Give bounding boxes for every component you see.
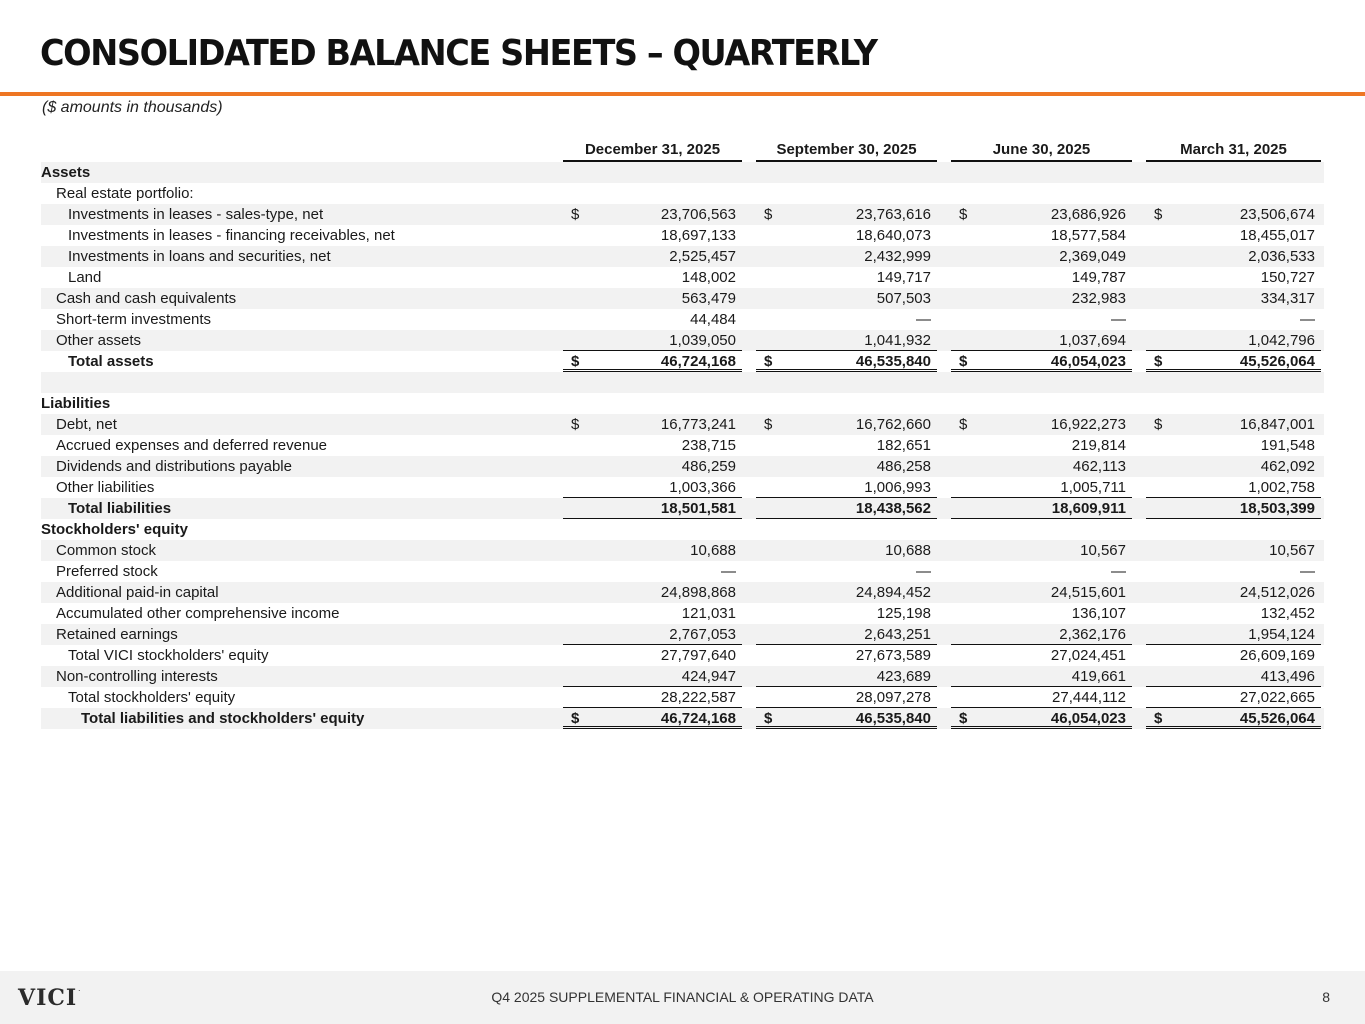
cell-value: 23,763,616 [855,206,931,223]
value-cell [940,351,1135,372]
row-label: Other assets [41,330,549,351]
value-cell [940,561,1135,582]
cell-value: 27,022,665 [1239,689,1315,706]
value-cell [745,204,940,225]
value-cell [549,414,745,435]
currency-symbol: $ [764,710,773,727]
table-row [41,309,1324,330]
cell-value: — [1300,563,1315,580]
value-cell [940,372,1135,393]
cell-value: 46,724,168 [660,353,736,370]
table-row [41,561,1324,582]
cell-value: 219,814 [1071,437,1126,454]
value-cell [1135,456,1324,477]
value-cell [745,582,940,603]
value-cell [745,414,940,435]
value-cell [549,687,745,708]
row-label: Real estate portfolio: [56,185,194,202]
cell-value: — [721,563,736,580]
cell-value: 18,609,911 [1051,500,1126,517]
value-cell [940,162,1135,183]
value-cell [940,477,1135,498]
value-cell [940,666,1135,687]
value-cell [1135,372,1324,393]
row-label: Common stock [41,540,549,561]
cell-value: 1,005,711 [1060,479,1126,496]
cell-value: 136,107 [1071,605,1126,622]
row-label: Preferred stock [56,563,158,580]
table-row [41,204,1324,225]
cell-value: 486,258 [876,458,931,475]
value-cell [940,183,1135,204]
row-label: Retained earnings [41,624,549,645]
value-cell [745,435,940,456]
value-cell [1135,666,1324,687]
value-cell [1135,162,1324,183]
value-cell [940,498,1135,519]
value-cell [745,288,940,309]
value-cell [549,288,745,309]
table-row [41,477,1324,498]
value-cell [549,477,745,498]
table-row [41,246,1324,267]
value-cell [1135,561,1324,582]
cell-value: 1,954,124 [1248,626,1315,643]
table-row [41,687,1324,708]
cell-value: 46,054,023 [1050,710,1126,727]
cell-value: 18,577,584 [1050,227,1126,244]
value-cell [745,372,940,393]
cell-value: 23,686,926 [1050,206,1126,223]
cell-value: — [1111,311,1126,328]
cell-value: 2,432,999 [864,248,931,265]
cell-value: 563,479 [681,290,736,307]
currency-symbol: $ [571,353,580,370]
value-cell [745,519,940,540]
table-row [41,393,1324,414]
value-cell [549,624,745,645]
table-row [41,351,1324,372]
value-cell [940,624,1135,645]
value-cell [940,540,1135,561]
cell-value: 238,715 [681,437,736,454]
table-row [41,645,1324,666]
row-label: Additional paid-in capital [41,582,549,603]
cell-value: 424,947 [681,668,736,685]
value-cell [940,456,1135,477]
row-label: Other liabilities [56,479,155,496]
value-cell [745,309,940,330]
cell-value: 16,762,660 [855,416,931,433]
row-label: Debt, net [41,414,549,435]
value-cell [745,162,940,183]
cell-value: 125,198 [876,605,931,622]
row-label: Total stockholders' equity [68,689,236,706]
value-cell [549,456,745,477]
value-cell [549,561,745,582]
value-cell [1135,519,1324,540]
cell-value: 2,525,457 [669,248,736,265]
currency-symbol: $ [764,416,773,433]
cell-value: 18,438,562 [855,500,931,517]
table-row [41,456,1324,477]
row-label: Land [68,269,102,286]
column-header: March 31, 2025 [1135,140,1324,162]
value-cell [1135,414,1324,435]
value-cell [1135,498,1324,519]
cell-value: 1,006,993 [864,479,931,496]
cell-value: 2,362,176 [1059,626,1126,643]
cell-value: 16,922,273 [1050,416,1126,433]
cell-value: — [916,311,931,328]
currency-symbol: $ [764,353,773,370]
table-row [41,624,1324,645]
currency-symbol: $ [959,416,968,433]
cell-value: 413,496 [1260,668,1315,685]
cell-value: — [1111,563,1126,580]
cell-value: 10,688 [885,542,931,559]
cell-value: 46,054,023 [1050,353,1126,370]
cell-value: 24,515,601 [1050,584,1126,601]
value-cell [1135,477,1324,498]
table-row [41,603,1324,624]
cell-value: 419,661 [1071,668,1126,685]
vici-logo: VICI. [18,985,82,1011]
currency-symbol: $ [1154,416,1163,433]
cell-value: 28,222,587 [660,689,736,706]
row-label: Assets [41,162,549,183]
cell-value: 45,526,064 [1239,710,1315,727]
value-cell [940,288,1135,309]
cell-value: 24,898,868 [660,584,736,601]
currency-symbol: $ [571,416,580,433]
currency-symbol: $ [959,353,968,370]
currency-symbol: $ [1154,206,1163,223]
value-cell [1135,351,1324,372]
value-cell [745,351,940,372]
table-row [41,162,1324,183]
table-row [41,330,1324,351]
value-cell [549,309,745,330]
cell-value: 24,894,452 [855,584,931,601]
currency-symbol: $ [1154,710,1163,727]
cell-value: 24,512,026 [1239,584,1315,601]
value-cell [745,267,940,288]
row-label: Dividends and distributions payable [41,456,549,477]
value-cell [1135,624,1324,645]
amounts-note: ($ amounts in thousands) [42,99,223,116]
value-cell [1135,645,1324,666]
cell-value: 149,787 [1071,269,1126,286]
currency-symbol: $ [1154,353,1163,370]
page-title: CONSOLIDATED BALANCE SHEETS – QUARTERLY [40,33,877,74]
value-cell [940,204,1135,225]
cell-value: 132,452 [1260,605,1315,622]
table-row [41,498,1324,519]
cell-value: 121,031 [681,605,736,622]
table-row [41,225,1324,246]
row-label: Investments in leases - financing receivables, net [68,227,395,244]
value-cell [940,603,1135,624]
column-header: September 30, 2025 [745,140,940,162]
value-cell [549,582,745,603]
value-cell [549,498,745,519]
page-number: 8 [1322,989,1330,1005]
cell-value: 149,717 [876,269,931,286]
cell-value: 27,673,589 [855,647,931,664]
table-row [41,183,1324,204]
table-row [41,435,1324,456]
value-cell [1135,288,1324,309]
cell-value: 23,706,563 [660,206,736,223]
cell-value: 423,689 [876,668,931,685]
value-cell [940,225,1135,246]
table-row [41,519,1324,540]
cell-value: 1,042,796 [1248,332,1315,349]
value-cell [1135,330,1324,351]
value-cell [549,393,745,414]
cell-value: 10,567 [1080,542,1126,559]
cell-value: 46,535,840 [855,353,931,370]
cell-value: 10,567 [1269,542,1315,559]
value-cell [549,372,745,393]
value-cell [745,393,940,414]
row-label: Cash and cash equivalents [41,288,549,309]
balance-sheet-body [41,162,1324,729]
cell-value: — [1300,311,1315,328]
value-cell [1135,246,1324,267]
table-row [41,267,1324,288]
cell-value: 26,609,169 [1239,647,1315,664]
row-label: Total VICI stockholders' equity [68,647,269,664]
row-label: Liabilities [41,395,111,412]
cell-value: 46,535,840 [855,710,931,727]
value-cell [745,666,940,687]
column-header: June 30, 2025 [940,140,1135,162]
cell-value: 1,037,694 [1059,332,1126,349]
value-cell [1135,183,1324,204]
value-cell [549,519,745,540]
cell-value: 18,501,581 [660,500,736,517]
row-label: Short-term investments [56,311,212,328]
value-cell [1135,687,1324,708]
currency-symbol: $ [571,206,580,223]
cell-value: 16,773,241 [660,416,736,433]
table-row [41,666,1324,687]
value-cell [745,687,940,708]
value-cell [940,393,1135,414]
cell-value: 191,548 [1260,437,1315,454]
cell-value: 18,503,399 [1239,500,1315,517]
row-label: Investments in loans and securities, net [41,246,549,267]
value-cell [745,456,940,477]
cell-value: 10,688 [690,542,736,559]
value-cell [549,435,745,456]
value-cell [1135,309,1324,330]
value-cell [1135,225,1324,246]
value-cell [940,246,1135,267]
value-cell [940,582,1135,603]
row-label: Non-controlling interests [41,666,549,687]
row-label: Accumulated other comprehensive income [56,605,340,622]
value-cell [745,603,940,624]
value-cell [1135,540,1324,561]
value-cell [745,708,940,729]
value-cell [940,519,1135,540]
cell-value: 1,003,366 [669,479,736,496]
value-cell [745,540,940,561]
label-column-header [41,140,549,162]
value-cell [549,267,745,288]
value-cell [745,645,940,666]
value-cell [940,687,1135,708]
value-cell [1135,708,1324,729]
cell-value: 2,767,053 [669,626,736,643]
footer-caption: Q4 2025 SUPPLEMENTAL FINANCIAL & OPERATING DATA [491,989,874,1005]
cell-value: 45,526,064 [1239,353,1315,370]
cell-value: 2,036,533 [1248,248,1315,265]
row-label [41,372,549,393]
value-cell [745,183,940,204]
value-cell [1135,603,1324,624]
value-cell [745,561,940,582]
value-cell [549,204,745,225]
cell-value: 18,455,017 [1239,227,1315,244]
value-cell [549,225,745,246]
cell-value: 1,041,932 [864,332,931,349]
value-cell [940,330,1135,351]
cell-value: 46,724,168 [660,710,736,727]
value-cell [940,708,1135,729]
cell-value: 27,797,640 [660,647,736,664]
currency-symbol: $ [764,206,773,223]
column-header: December 31, 2025 [549,140,745,162]
value-cell [745,330,940,351]
cell-value: 1,002,758 [1248,479,1315,496]
cell-value: 148,002 [681,269,736,286]
row-label: Investments in leases - sales-type, net [41,204,549,225]
column-header-row [41,140,1324,162]
value-cell [549,540,745,561]
value-cell [940,414,1135,435]
cell-value: 23,506,674 [1239,206,1315,223]
cell-value: 1,039,050 [669,332,736,349]
currency-symbol: $ [959,710,968,727]
cell-value: 27,444,112 [1052,689,1126,706]
cell-value: 486,259 [681,458,736,475]
value-cell [940,267,1135,288]
balance-sheet-table [41,140,1324,729]
row-label: Total assets [68,353,154,370]
title-accent-rule [0,92,1365,96]
value-cell [1135,204,1324,225]
table-row [41,708,1324,729]
cell-value: 2,369,049 [1059,248,1126,265]
value-cell [745,225,940,246]
cell-value: 18,640,073 [855,227,931,244]
row-label: Stockholders' equity [41,521,188,538]
value-cell [549,330,745,351]
table-row [41,582,1324,603]
value-cell [549,645,745,666]
value-cell [745,477,940,498]
footer [0,971,1365,1024]
cell-value: 182,651 [876,437,931,454]
value-cell [549,603,745,624]
value-cell [549,666,745,687]
cell-value: — [916,563,931,580]
value-cell [940,645,1135,666]
table-row [41,372,1324,393]
value-cell [549,708,745,729]
value-cell [549,183,745,204]
row-label: Total liabilities and stockholders' equity [41,708,549,729]
value-cell [549,162,745,183]
value-cell [745,246,940,267]
row-label: Accrued expenses and deferred revenue [56,437,328,454]
value-cell [1135,393,1324,414]
cell-value: 28,097,278 [855,689,931,706]
value-cell [549,351,745,372]
currency-symbol: $ [571,710,580,727]
value-cell [745,498,940,519]
value-cell [940,309,1135,330]
cell-value: 2,643,251 [864,626,931,643]
value-cell [549,246,745,267]
row-label: Total liabilities [41,498,549,519]
cell-value: 18,697,133 [660,227,736,244]
cell-value: 334,317 [1260,290,1315,307]
cell-value: 507,503 [876,290,931,307]
table-row [41,288,1324,309]
value-cell [1135,267,1324,288]
table-row [41,540,1324,561]
cell-value: 232,983 [1071,290,1126,307]
value-cell [1135,582,1324,603]
cell-value: 27,024,451 [1050,647,1126,664]
currency-symbol: $ [959,206,968,223]
value-cell [940,435,1135,456]
value-cell [1135,435,1324,456]
cell-value: 462,113 [1072,458,1126,475]
cell-value: 44,484 [690,311,736,328]
table-row [41,414,1324,435]
cell-value: 16,847,001 [1239,416,1315,433]
value-cell [745,624,940,645]
cell-value: 150,727 [1260,269,1315,286]
cell-value: 462,092 [1260,458,1315,475]
